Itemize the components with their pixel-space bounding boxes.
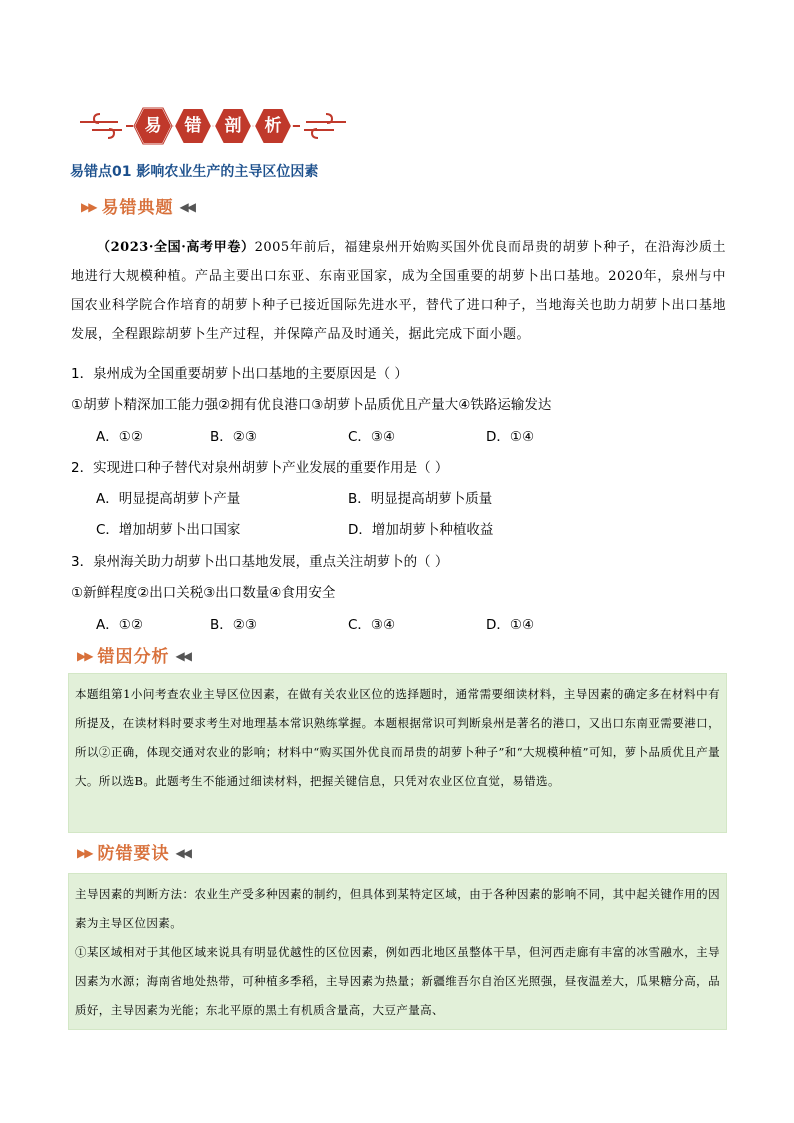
section-title: 易错点01 影响农业生产的主导区位因素 [70,164,319,180]
q2-option-b: B．明显提高胡萝卜质量 [348,491,493,507]
question-3-items: ①新鲜程度②出口关税③出口数量④食用安全 [71,585,336,601]
double-left-arrow-icon: ◀◀ [175,649,190,663]
q2-option-c: C．增加胡萝卜出口国家 [96,522,241,538]
intro-text: 2005年前后，福建泉州开始购买国外优良而昂贵的胡萝卜种子，在沿海沙质土地进行大规模种植。产品主要出口东亚、东南亚国家，成为全国重要的胡萝卜出口基地。2020年，泉州与中国农业科学院合作培育的胡萝卜种子已接近国际先进水平，替代了进口种子，当地海关也助力胡萝卜出口基地发展，全程跟踪胡萝卜生产过程，并保障产品及时通关，据此完成下面小题。 [71,240,726,342]
subheading-error-analysis [77,642,190,667]
intro-source: （2023·全国·高考甲卷） [97,240,255,255]
intro-paragraph [71,233,726,349]
q1-option-c: C．③④ [348,429,396,445]
subheading-title: 易错典题 [101,198,174,218]
banner-char-3: 剖 [224,116,242,136]
prevention-tips-box [68,873,727,1030]
subheading-title: 防错要诀 [97,844,170,864]
tips-paragraph-2: ①某区域相对于其他区域来说具有明显优越性的区位因素，例如西北地区虽整体干旱，但河西走廊有丰富的冰雪融水，主导因素为水源；海南省地处热带，可种植多季稻，主导因素为热量；新疆维吾尔自治区光照强，昼夜温差大，瓜果糖分高，品质好，主导因素为光能；东北平原的黑土有机质含量高，大豆产量高、 [75,945,720,1017]
q1-option-b: B．②③ [210,429,257,445]
q3-option-a: A．①② [96,617,143,633]
error-analysis-text: 本题组第1小问考查农业主导区位因素，在做有关农业区位的选择题时，通常需要细读材料，主导因素的确定多在材料中有所提及，在读材料时要求考生对地理基本常识熟练掌握。本题根据常识可判断泉州是著名的港口，又出口东南亚需要港口，所以②正确，体现交通对农业的影响；材料中“购买国外优良而昂贵的胡萝卜种子”和“大规模种植”可知，萝卜品质优且产量大。所以选B。此题考生不能通过细读材料，把握关键信息，只凭对农业区位直觉，易错选。 [75,687,720,788]
double-right-arrow-icon: ▶▶ [81,200,96,214]
q3-option-b: B．②③ [210,617,257,633]
banner-decoration [78,100,348,152]
question-3-stem: 3．泉州海关助力胡萝卜出口基地发展，重点关注胡萝卜的（ ） [71,554,449,570]
q2-option-d: D．增加胡萝卜种植收益 [348,522,494,538]
q2-option-a: A．明显提高胡萝卜产量 [96,491,241,507]
tips-paragraph-1: 主导因素的判断方法：农业生产受多种因素的制约，但具体到某特定区域，由于各种因素的影响不同，其中起关键作用的因素为主导区位因素。 [75,887,720,930]
double-left-arrow-icon: ◀◀ [175,846,190,860]
double-left-arrow-icon: ◀◀ [179,200,194,214]
q3-option-c: C．③④ [348,617,396,633]
banner-char-1: 易 [144,116,162,136]
subheading-title: 错因分析 [97,647,170,667]
double-right-arrow-icon: ▶▶ [77,649,92,663]
error-analysis-box [68,673,727,833]
subheading-typical-errors [81,193,194,218]
subheading-prevention-tips [77,839,190,864]
banner-char-2: 错 [184,116,202,136]
q1-option-a: A．①② [96,429,143,445]
double-right-arrow-icon: ▶▶ [77,846,92,860]
question-1-stem: 1．泉州成为全国重要胡萝卜出口基地的主要原因是（ ） [71,366,408,382]
question-2-stem: 2．实现进口种子替代对泉州胡萝卜产业发展的重要作用是（ ） [71,460,449,476]
question-1-items: ①胡萝卜精深加工能力强②拥有优良港口③胡萝卜品质优且产量大④铁路运输发达 [71,397,552,413]
banner-char-4: 析 [264,116,282,136]
q1-option-d: D．①④ [486,429,535,445]
topic-banner [78,100,348,152]
q3-option-d: D．①④ [486,617,535,633]
